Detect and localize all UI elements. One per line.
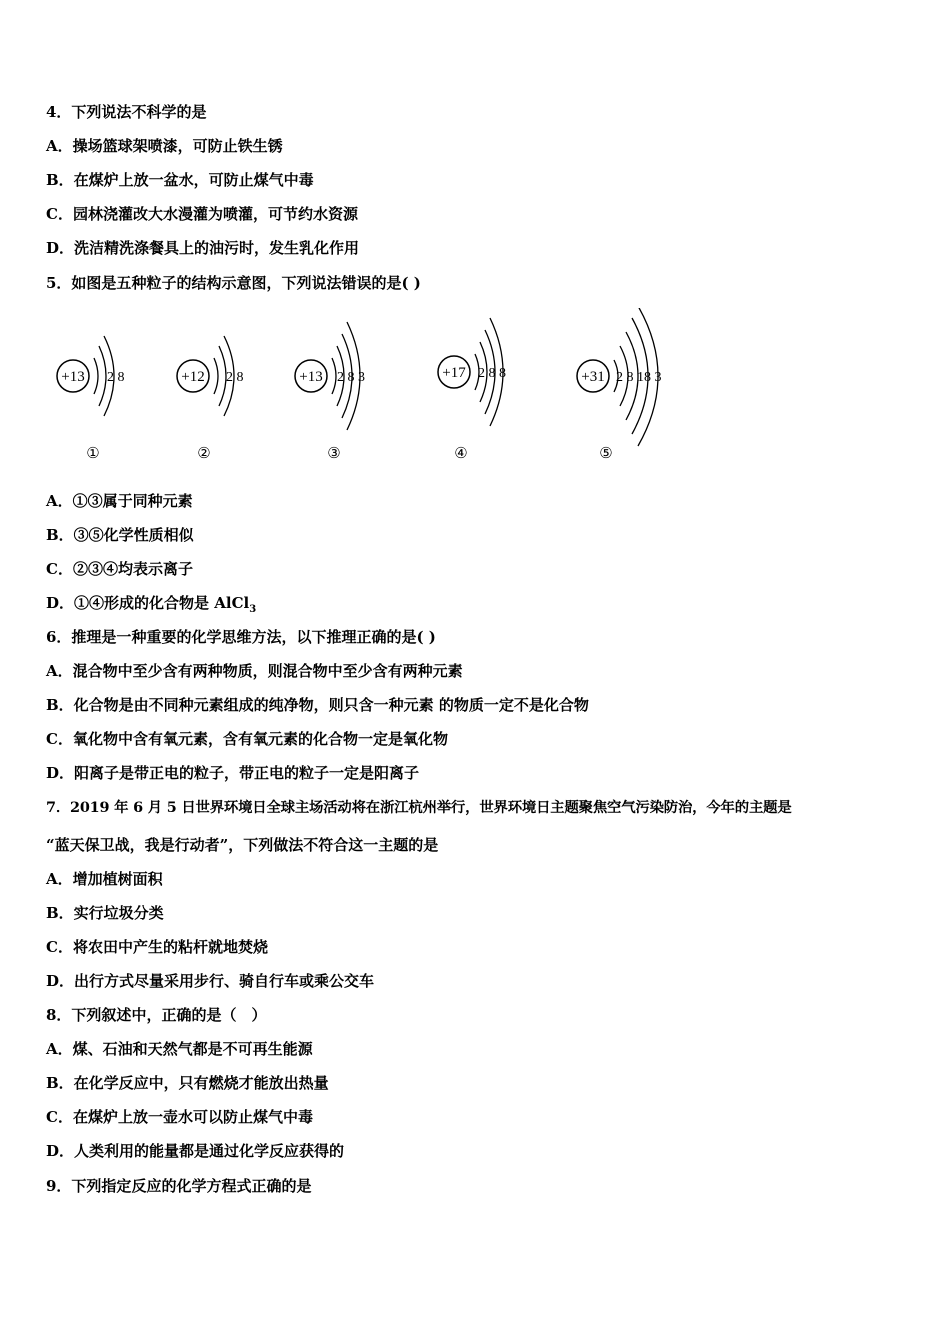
- particle-3-electrons: 2 8 3: [337, 370, 365, 385]
- particle-4-label: ④: [454, 446, 468, 462]
- q7-option-c: C．将农田中产生的粘杆就地焚烧: [46, 938, 268, 956]
- q6-option-a: A．混合物中至少含有两种物质，则混合物中至少含有两种元素: [46, 662, 463, 680]
- q8-option-d: D．人类利用的能量都是通过化学反应获得的: [46, 1142, 345, 1160]
- particle-2-electrons: 2 8: [226, 370, 244, 385]
- particle-5: [577, 308, 662, 462]
- q5-stem: 5．如图是五种粒子的结构示意图，下列说法错误的是( ): [46, 274, 421, 292]
- particle-1-electrons: 2 8: [107, 370, 125, 385]
- atomic-structure-diagram: [40, 308, 700, 473]
- particle-3-label: ③: [327, 446, 341, 462]
- q8-option-c: C．在煤炉上放一壶水可以防止煤气中毒: [46, 1108, 313, 1126]
- q5-option-a: A．①③属于同种元素: [46, 492, 193, 510]
- particle-1-label: ①: [86, 446, 100, 462]
- particle-1: [57, 336, 125, 462]
- q5-option-b: B．③⑤化学性质相似: [46, 526, 194, 544]
- q7-option-d: D．出行方式尽量采用步行、骑自行车或乘公交车: [46, 972, 375, 990]
- q8-stem: 8．下列叙述中，正确的是（ ）: [46, 1006, 267, 1024]
- particle-2: [177, 336, 244, 462]
- particle-2-nucleus: +12: [181, 369, 205, 385]
- particle-3-nucleus: +13: [299, 369, 323, 385]
- q8-option-b: B．在化学反应中，只有燃烧才能放出热量: [46, 1074, 329, 1092]
- q6-option-b: B．化合物是由不同种元素组成的纯净物，则只含一种元素 的物质一定不是化合物: [46, 696, 589, 714]
- particle-5-label: ⑤: [599, 446, 613, 462]
- q7-stem-line1: 7．2019 年 6 月 5 日世界环境日全球主场活动将在浙江杭州举行，世界环境日主题聚焦空气污染防治，今年的主题是: [46, 799, 792, 816]
- particle-3: [295, 322, 365, 462]
- particle-1-nucleus: +13: [61, 369, 85, 385]
- q5-option-d-subscript: 3: [249, 604, 257, 615]
- q5-option-d-text: D．①④形成的化合物是 AlCl: [46, 594, 250, 612]
- particle-5-electrons: 2 8 18 3: [616, 370, 662, 385]
- q4-option-c: C．园林浇灌改大水漫灌为喷灌，可节约水资源: [46, 205, 358, 223]
- q6-option-d: D．阳离子是带正电的粒子，带正电的粒子一定是阳离子: [46, 764, 420, 782]
- q6-stem: 6．推理是一种重要的化学思维方法，以下推理正确的是( ): [46, 628, 436, 646]
- particle-2-label: ②: [197, 446, 211, 462]
- q9-stem: 9．下列指定反应的化学方程式正确的是: [46, 1177, 312, 1195]
- q7-option-b: B．实行垃圾分类: [46, 904, 164, 922]
- q4-option-d: D．洗洁精洗涤餐具上的油污时，发生乳化作用: [46, 239, 360, 257]
- q6-option-c: C．氧化物中含有氧元素，含有氧元素的化合物一定是氧化物: [46, 730, 448, 748]
- particle-4: [438, 318, 506, 462]
- particle-5-nucleus: +31: [581, 369, 605, 385]
- q7-option-a: A．增加植树面积: [46, 870, 163, 888]
- particle-4-electrons: 2 8 8: [478, 366, 506, 381]
- particle-4-nucleus: +17: [442, 365, 466, 381]
- q8-option-a: A．煤、石油和天然气都是不可再生能源: [46, 1040, 313, 1058]
- q4-option-b: B．在煤炉上放一盆水，可防止煤气中毒: [46, 171, 314, 189]
- q7-stem-line2: “蓝天保卫战，我是行动者”，下列做法不符合这一主题的是: [46, 836, 439, 854]
- q5-option-d: [46, 593, 256, 620]
- q5-option-c: C．②③④均表示离子: [46, 560, 193, 578]
- q4-stem: 4．下列说法不科学的是: [46, 103, 207, 121]
- q4-option-a: A．操场篮球架喷漆，可防止铁生锈: [46, 137, 283, 155]
